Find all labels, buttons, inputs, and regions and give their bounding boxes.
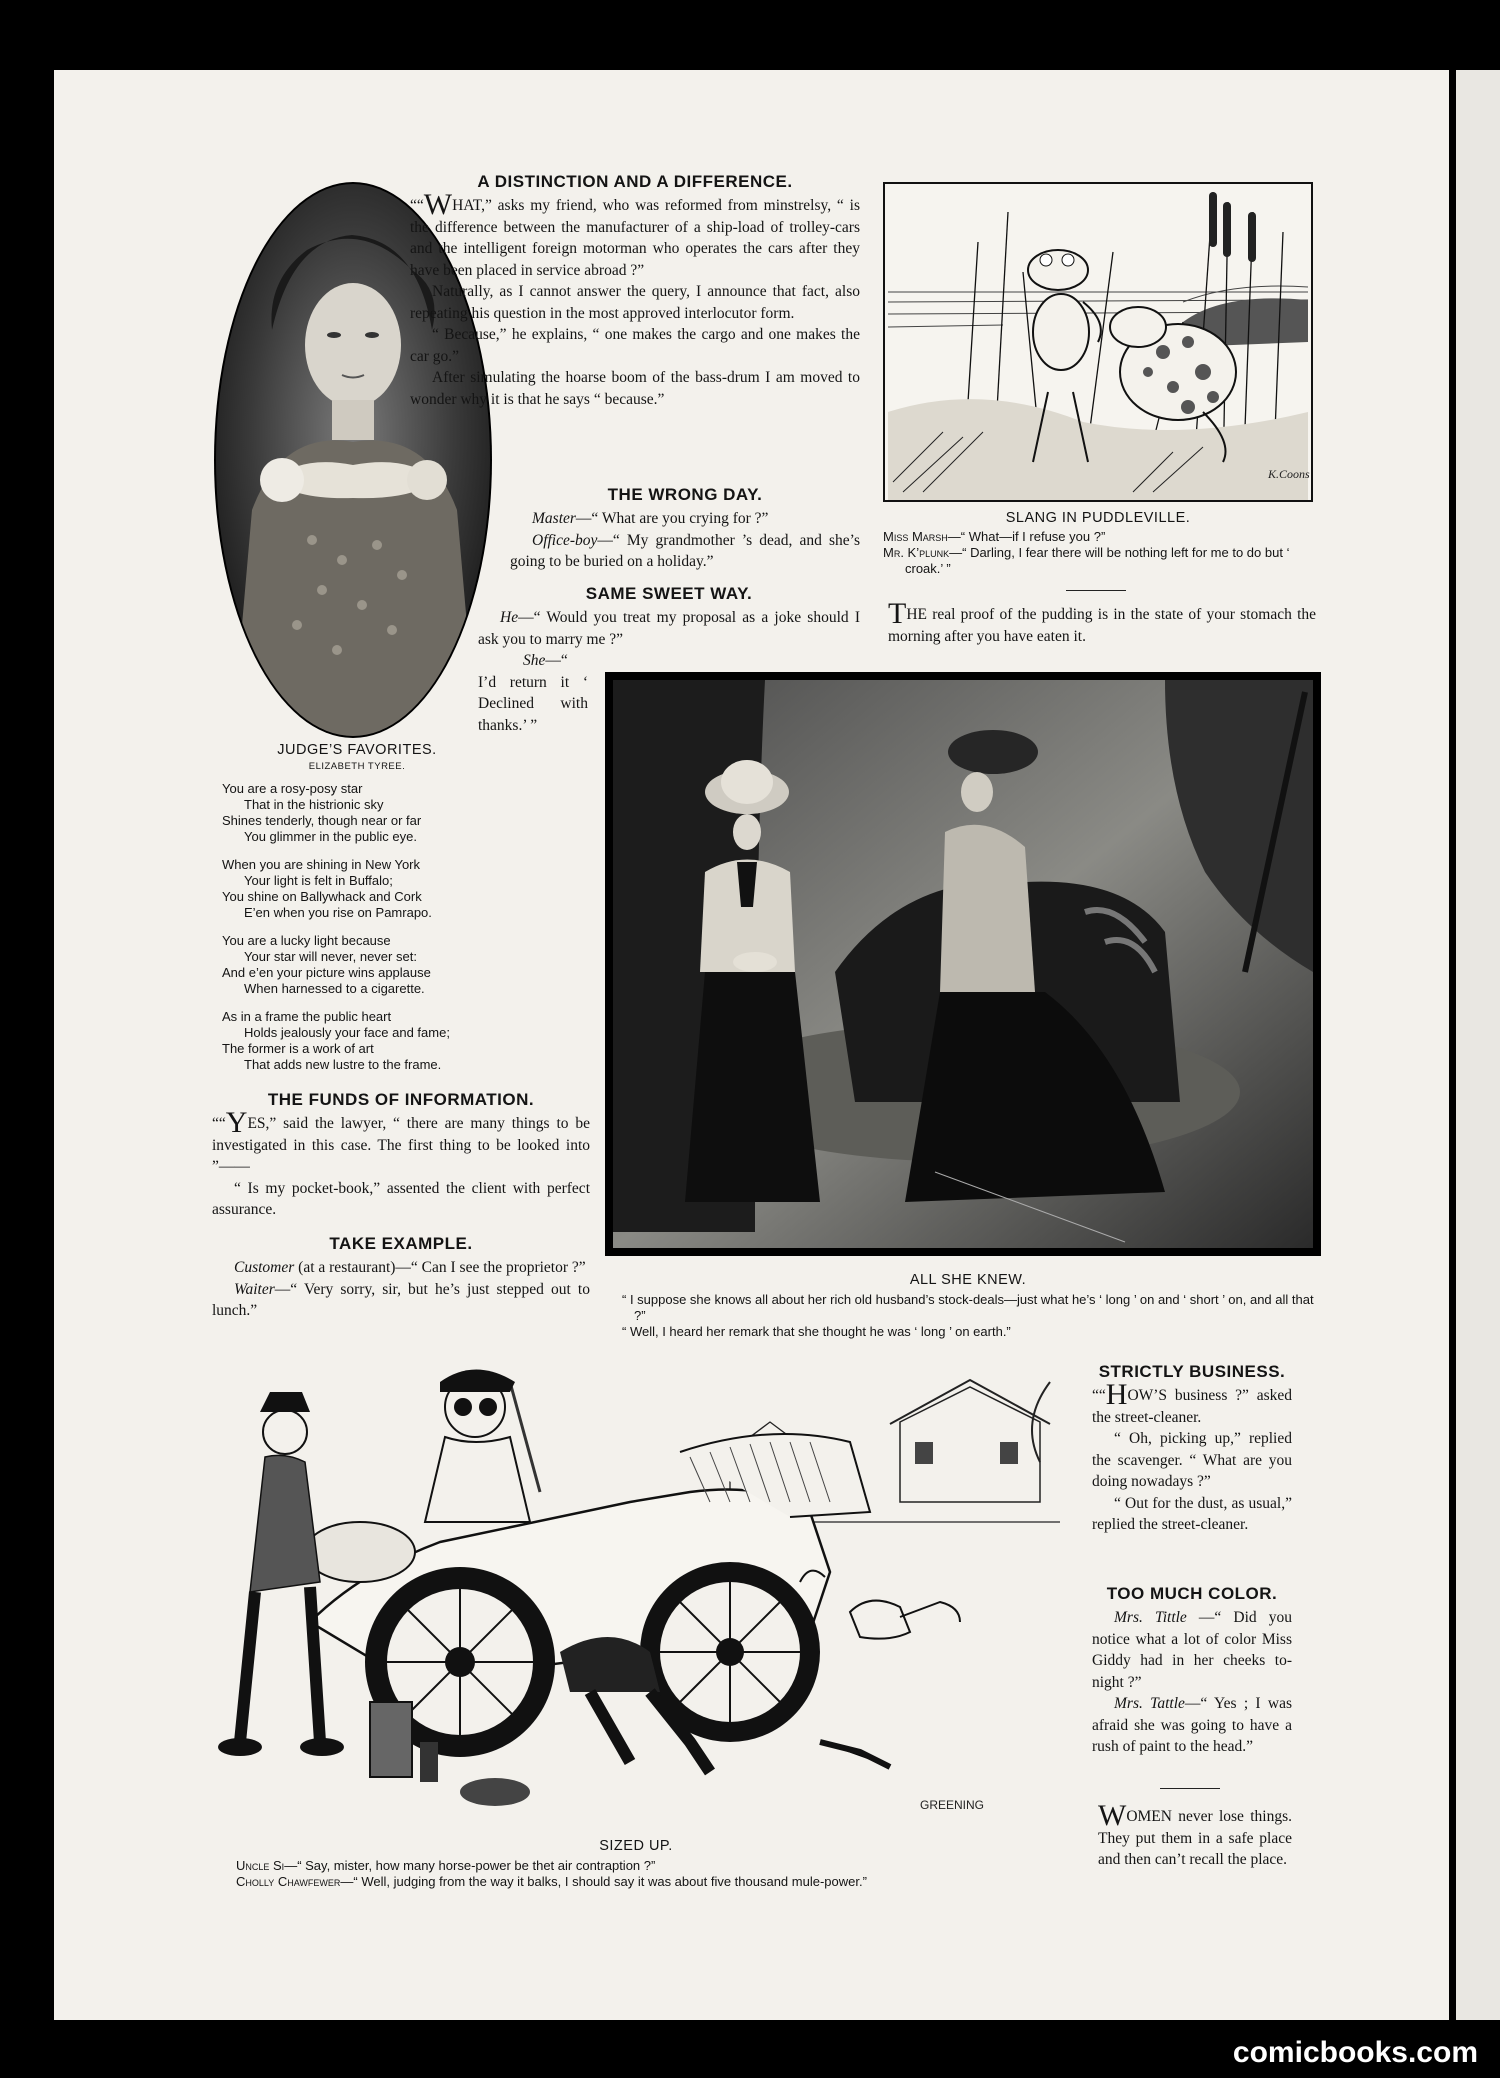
- article-body: [410, 188, 860, 410]
- speaker: He: [500, 609, 519, 626]
- binding-gutter: [1449, 70, 1456, 2020]
- article-title: TOO MUCH COLOR.: [1106, 1584, 1278, 1603]
- article-title: TAKE EXAMPLE.: [329, 1234, 473, 1253]
- illustration-all-she-knew: [605, 672, 1321, 1256]
- speaker: Office-boy: [532, 531, 598, 549]
- watermark-logo: comicbooks.com: [1232, 2036, 1478, 2069]
- artist-signature: K.Coons: [1268, 467, 1310, 481]
- poem-stanza: [222, 781, 492, 845]
- caption-title: ALL SHE KNEW.: [909, 1272, 1027, 1288]
- poem-stanza: [222, 857, 492, 921]
- article-take-example: [212, 1234, 590, 1322]
- poem-line: E’en when you rise on Pamrapo.: [244, 905, 432, 920]
- speaker: Customer: [234, 1259, 295, 1276]
- article-body: [212, 1106, 590, 1221]
- article-distinction: [410, 172, 860, 410]
- dialogue: —“ My grandmother ’s dead, and she’s going to be buried on a holiday.”: [510, 531, 860, 570]
- dialogue: (at a restaurant)—“ Can I see the proprietor ?”: [294, 1259, 586, 1276]
- speaker: Miss Marsh: [883, 529, 948, 544]
- poem-line: And e’en your picture wins applause: [222, 965, 431, 980]
- caption-slang: [883, 510, 1313, 577]
- speaker: Mrs. Tittle: [1114, 1609, 1187, 1626]
- joke-pudding: [888, 597, 1316, 647]
- caption-line: “ I suppose she knows all about her rich old husband’s stock-deals—just what he’s ‘ long ’ on and ‘ short ’ on, and all that ?”: [622, 1292, 1314, 1323]
- dialogue: —“ Would you treat my proposal as a joke should I ask you to marry me ?”: [478, 609, 860, 648]
- poem-line: You are a rosy-posy star: [222, 781, 363, 796]
- speaker: Waiter: [234, 1280, 275, 1298]
- poem-line: Holds jealously your face and fame;: [244, 1025, 450, 1040]
- cartoon-frogs: [883, 182, 1313, 502]
- article-body: [1092, 1607, 1292, 1758]
- open-quote: ““: [1092, 1387, 1106, 1404]
- paragraph: HE real proof of the pudding is in the state of your stomach the morning after you have eaten it.: [888, 606, 1316, 645]
- cartoon-sized-up: [210, 1362, 1060, 1817]
- poem-stanza: [222, 1009, 492, 1073]
- article-body: [478, 607, 860, 650]
- article-body-narrow: [478, 650, 588, 736]
- article-title: A DISTINCTION AND A DIFFERENCE.: [477, 172, 793, 191]
- facing-page-edge: [1456, 70, 1500, 2020]
- poem-line: When you are shining in New York: [222, 857, 421, 872]
- paragraph: After simulating the hoarse boom of the bass-drum I am moved to wonder why it is that he says “ because.”: [410, 369, 860, 408]
- paragraph: ES,” said the lawyer, “ there are many things to be investigated in this case. The first thing to be looked into ”——: [212, 1115, 590, 1175]
- article-funds: [212, 1090, 590, 1221]
- divider-rule: [1066, 590, 1126, 591]
- caption-line: [236, 1874, 1036, 1890]
- poem-stanza: [222, 933, 492, 997]
- speaker: Mr. K’plunk: [883, 545, 950, 560]
- poem-body: [222, 781, 492, 1073]
- paragraph: “ Oh, picking up,” replied the scavenger. “ What are you doing nowadays ?”: [1092, 1430, 1292, 1490]
- drop-cap: W: [423, 188, 453, 221]
- paragraph: “ Because,” he explains, “ one makes the cargo and one makes the car go.”: [410, 326, 860, 365]
- poem-line: That adds new lustre to the frame.: [244, 1057, 442, 1072]
- caption-line: [883, 529, 1313, 545]
- poem-title: JUDGE’S FAVORITES.: [277, 742, 437, 758]
- artist-signature: GREENING: [920, 1798, 985, 1812]
- caption-title: SLANG IN PUDDLEVILLE.: [1005, 510, 1191, 526]
- dialogue: —“ What—if I refuse you ?”: [947, 529, 1106, 544]
- speaker: Cholly Chawfewer: [236, 1874, 341, 1889]
- divider-rule: [1160, 1788, 1220, 1789]
- paragraph: OW’S business ?” asked the street-cleaner.: [1092, 1387, 1292, 1426]
- article-body: [510, 508, 860, 573]
- open-quote: ““: [410, 197, 424, 214]
- poem-line: Your star will never, never set:: [244, 949, 417, 964]
- paragraph: HAT,” asks my friend, who was reformed from minstrelsy, “ is the difference between the manufacturer of a ship-load of trolley-cars and the intelligent foreign motorman who operates the cars after they have been placed in service abroad ?”: [410, 197, 860, 279]
- speaker: Mrs. Tattle: [1114, 1695, 1185, 1712]
- poem-line: You shine on Ballywhack and Cork: [222, 889, 422, 904]
- poem-judges-favorites: [222, 742, 492, 1085]
- speaker: She: [523, 652, 546, 669]
- poem-line: Your light is felt in Buffalo;: [244, 873, 393, 888]
- joke-women: [1098, 1799, 1292, 1871]
- poem-line: You glimmer in the public eye.: [244, 829, 417, 844]
- paragraph: Naturally, as I cannot answer the query, I announce that fact, also repeating his question in the most approved interlocutor form.: [410, 283, 860, 322]
- poem-line: That in the histrionic sky: [244, 797, 384, 812]
- article-title: THE FUNDS OF INFORMATION.: [267, 1090, 535, 1109]
- dialogue: —“ Did you notice what a lot of color Miss Giddy had in her cheeks to-night ?”: [1092, 1609, 1292, 1691]
- open-quote: ““: [212, 1115, 226, 1132]
- poem-line: You are a lucky light because: [222, 933, 391, 948]
- article-title: THE WRONG DAY.: [607, 485, 763, 504]
- article-strictly-business: [1092, 1362, 1292, 1536]
- paragraph: “ Is my pocket-book,” assented the client with perfect assurance.: [212, 1179, 590, 1218]
- caption-title: SIZED UP.: [599, 1838, 673, 1854]
- dialogue: —“ What are you crying for ?”: [575, 510, 769, 527]
- poem-line: The former is a work of art: [222, 1041, 374, 1056]
- drop-cap: Y: [225, 1106, 248, 1139]
- caption-line: [883, 545, 1313, 577]
- article-title: SAME SWEET WAY.: [585, 584, 753, 603]
- dialogue: —“ Very sorry, sir, but he’s just stepped out to lunch.”: [212, 1280, 590, 1319]
- speaker: Uncle Si: [236, 1858, 285, 1873]
- dialogue: —“ Well, judging from the way it balks, I should say it was about five thousand mule-power.”: [340, 1874, 867, 1889]
- drop-cap: W: [1098, 1799, 1127, 1832]
- caption-all-she-knew: [612, 1272, 1324, 1340]
- caption-sized-up: [236, 1838, 1036, 1890]
- paragraph: “ Out for the dust, as usual,” replied the street-cleaner.: [1092, 1494, 1292, 1533]
- poem-line: When harnessed to a cigarette.: [244, 981, 425, 996]
- article-too-much-color: [1092, 1584, 1292, 1758]
- article-body: [212, 1257, 590, 1322]
- drop-cap: H: [1105, 1378, 1128, 1411]
- poem-subtitle: ELIZABETH TYREE.: [308, 761, 406, 772]
- article-wrong-day: [510, 485, 860, 573]
- dialogue: —“ I’d return it ‘ Declined with thanks.’ ”: [478, 652, 588, 734]
- poem-line: As in a frame the public heart: [222, 1009, 392, 1024]
- dialogue: —“ Darling, I fear there will be nothing left for me to do but ‘ croak.’ ”: [905, 545, 1290, 576]
- dialogue: —“ Say, mister, how many horse-power be thet air contraption ?”: [284, 1858, 656, 1873]
- article-title: STRICTLY BUSINESS.: [1098, 1362, 1286, 1381]
- article-body: [1092, 1378, 1292, 1536]
- caption-line: [236, 1858, 1036, 1874]
- paragraph: OMEN never lose things. They put them in a safe place and then can’t recall the place.: [1098, 1808, 1292, 1868]
- dialogue: —“ Yes ; I was afraid she was going to have a rush of paint to the head.”: [1092, 1695, 1292, 1755]
- caption-line: “ Well, I heard her remark that she thought he was ‘ long ’ on earth.”: [622, 1324, 1011, 1339]
- speaker: Master: [532, 510, 576, 527]
- poem-line: Shines tenderly, though near or far: [222, 813, 422, 828]
- drop-cap: T: [888, 597, 907, 630]
